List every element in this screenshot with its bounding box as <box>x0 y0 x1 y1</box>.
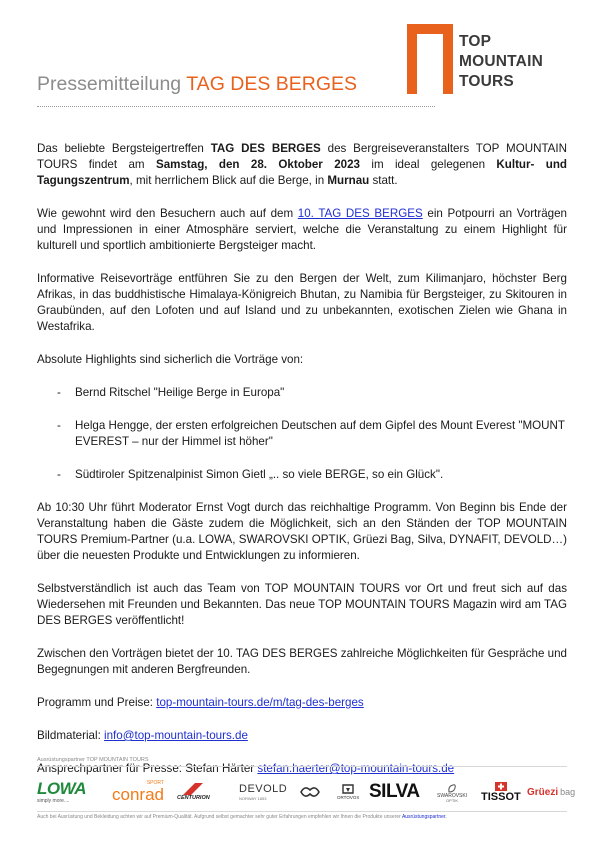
devold-tagline: NORWAY 1853 <box>239 795 267 801</box>
list-dash: - <box>57 386 61 399</box>
image-material-label: Bildmaterial: <box>37 729 105 742</box>
partner-footer <box>37 757 574 837</box>
intro-venue: Kultur- und Tagungszentrum <box>37 158 568 187</box>
ortovox-logo <box>337 775 359 809</box>
intro-text-2: des Bergreiseveranstalters TOP MOUNTAIN TOURS findet am <box>37 142 568 171</box>
partner-disclaimer <box>37 814 447 820</box>
paragraph-potpourri <box>37 206 567 254</box>
logo-line-3: TOURS <box>459 73 514 90</box>
centurion-logo <box>177 775 210 809</box>
gruezi-wordmark: Grüezi <box>527 786 559 798</box>
intro-text-3: im ideal gelegenen <box>360 158 497 171</box>
list-item-text: Helga Hengge, der ersten erfolgreichen Deutschen auf dem Gipfel des Mount Everest "MOUNT EVEREST – nur der Himmel ist höher" <box>75 419 565 448</box>
intro-date: Samstag, den 28. Oktober 2023 <box>155 158 360 171</box>
ortovox-wordmark: ORTOVOX <box>337 795 360 801</box>
intro-town: Murnau <box>327 174 370 187</box>
partner-link[interactable]: Ausrüstungspartner. <box>401 814 447 820</box>
tissot-wordmark: TISSOT <box>481 790 521 803</box>
mountain-logo-icon <box>407 24 453 94</box>
conrad-logo <box>112 775 164 809</box>
gruezi-bag-logo <box>527 775 575 809</box>
silva-wordmark: SILVA <box>369 781 420 802</box>
snow-leopard-icon <box>299 784 321 800</box>
title-accent: TAG DES BERGES <box>186 73 358 95</box>
swarovski-wordmark: SWAROVSKI <box>437 792 468 799</box>
ortovox-mark-icon <box>341 783 355 795</box>
image-material-email-link[interactable]: info@top-mountain-tours.de <box>104 729 248 742</box>
program-label: Programm und Preise: <box>37 696 157 709</box>
swarovski-tagline: OPTIK <box>446 797 459 803</box>
swan-icon <box>446 782 458 794</box>
potpourri-text-1: Wie gewohnt wird den Besuchern auch auf dem <box>37 207 298 220</box>
paragraph-program: Ab 10:30 Uhr führt Moderator Ernst Vogt durch das reichhaltige Programm. Von Beginn bis Ende der Veranstaltung haben die Gäste zudem die Möglichkeit, sich an den Ständen der TOP MOUNTAIN TOURS Premium-Partner (u.a. LOWA, SWAROVSKI OPTIK, Grüezi Bag, Silva, DYNAFIT, DEVOLD…) über die neuesten Produkte und Entwicklungen zu informieren. <box>37 501 567 562</box>
conrad-sport-label: SPORT <box>146 780 164 786</box>
list-item <box>37 385 567 401</box>
centurion-wordmark: CENTURION <box>177 795 210 802</box>
paragraph-team: Selbstverständlich ist auch das Team von TOP MOUNTAIN TOURS vor Ort und freut sich auf das Wiedersehen mit Freunden und Bekannten. Das neue TOP MOUNTAIN TOURS Magazin wird am TAG DES BERGES veröffentlicht! <box>37 582 567 627</box>
conrad-wordmark: conrad <box>112 785 164 804</box>
footer-rule-bottom <box>37 811 567 812</box>
logo-line-2: MOUNTAIN <box>459 53 543 70</box>
paragraph-travel-talks: Informative Reisevorträge entführen Sie zu den Bergen der Welt, zum Kilimanjaro, höchster Berg Afrikas, in das buddhistische Himalaya-Königreich Bhutan, zu Namibia für Bergsteiger, zu Skitouren in Graubünden, auf den Lofoten und auf Island und zu unbekannten, exotischen Zielen wie Ghana in Westafrika. <box>37 272 567 333</box>
swiss-cross-icon <box>495 782 507 791</box>
program-prices-line <box>37 695 567 711</box>
lowa-tagline: simply more.... <box>37 798 70 804</box>
press-contact-email-link[interactable]: stefan.haerter@top-mountain-tours.de <box>257 762 455 775</box>
list-item <box>37 467 567 483</box>
lowa-logo <box>37 775 86 809</box>
title-divider <box>37 106 435 107</box>
footer-rule-top <box>37 766 567 767</box>
logo-line-1: TOP <box>459 33 492 50</box>
press-release-body <box>37 141 567 794</box>
devold-wordmark: DEVOLD <box>239 782 288 795</box>
paragraph-encounters: Zwischen den Vorträgen bietet der 10. TAG DES BERGES zahlreiche Möglichkeiten für Gespräche und Begegnungen mit anderen Bergfreunden. <box>37 647 567 676</box>
partner-logos <box>37 775 576 809</box>
list-item-text: Südtiroler Spitzenalpinist Simon Gietl „.. so viele BERGE, so ein Glück". <box>75 468 444 481</box>
swarovski-logo <box>437 775 467 809</box>
logo-wordmark <box>459 32 543 92</box>
image-material-line <box>37 728 567 744</box>
intro-event-name: TAG DES BERGES <box>210 142 321 155</box>
speaker-list <box>37 385 567 483</box>
press-contact-label: Ansprechpartner für Presse: Stefan Härter <box>37 762 258 775</box>
dynafit-logo <box>299 775 321 809</box>
title-prefix: Pressemitteilung <box>37 73 187 95</box>
disclaimer-text: Auch bei Ausrüstung und Bekleidung achten wir auf Premium-Qualität. Aufgrund selbst gemachter sehr guter Erfahrungen empfehlen wir Ihnen die Produkte unserer <box>37 814 402 820</box>
list-item-text: Bernd Ritschel "Heilige Berge in Europa" <box>75 386 285 399</box>
lowa-wordmark: LOWA <box>37 779 86 798</box>
potpourri-text-2: ein Potpourri an Vorträgen und Impressionen in einer Atmosphäre serviert, welche die Veranstaltung zu einem Highlight für kulturell und sportlich ambitionierte Bergsteiger macht. <box>37 207 567 252</box>
paragraph-highlights: Absolute Highlights sind sicherlich die Vorträge von: <box>37 353 304 366</box>
list-dash: - <box>57 419 61 432</box>
gruezi-bag-wordmark: bag <box>560 787 576 797</box>
list-dash: - <box>57 468 61 481</box>
paragraph-intro <box>37 141 567 189</box>
devold-logo <box>239 775 287 809</box>
program-link[interactable]: top-mountain-tours.de/m/tag-des-berges <box>156 696 364 709</box>
centurion-mark-icon <box>181 782 205 796</box>
silva-logo <box>369 775 420 809</box>
intro-text-1: Das beliebte Bergsteigertreffen <box>37 142 211 155</box>
intro-text-4: , mit herrlichem Blick auf die Berge, in <box>129 174 328 187</box>
intro-text-5: statt. <box>369 174 398 187</box>
list-item <box>37 418 567 450</box>
tissot-logo <box>481 775 521 809</box>
event-link[interactable]: 10. TAG DES BERGES <box>297 207 423 220</box>
page-title <box>37 73 357 96</box>
company-logo <box>407 24 567 96</box>
sponsor-label: Ausrüstungspartner TOP MOUNTAIN TOURS <box>37 757 149 763</box>
